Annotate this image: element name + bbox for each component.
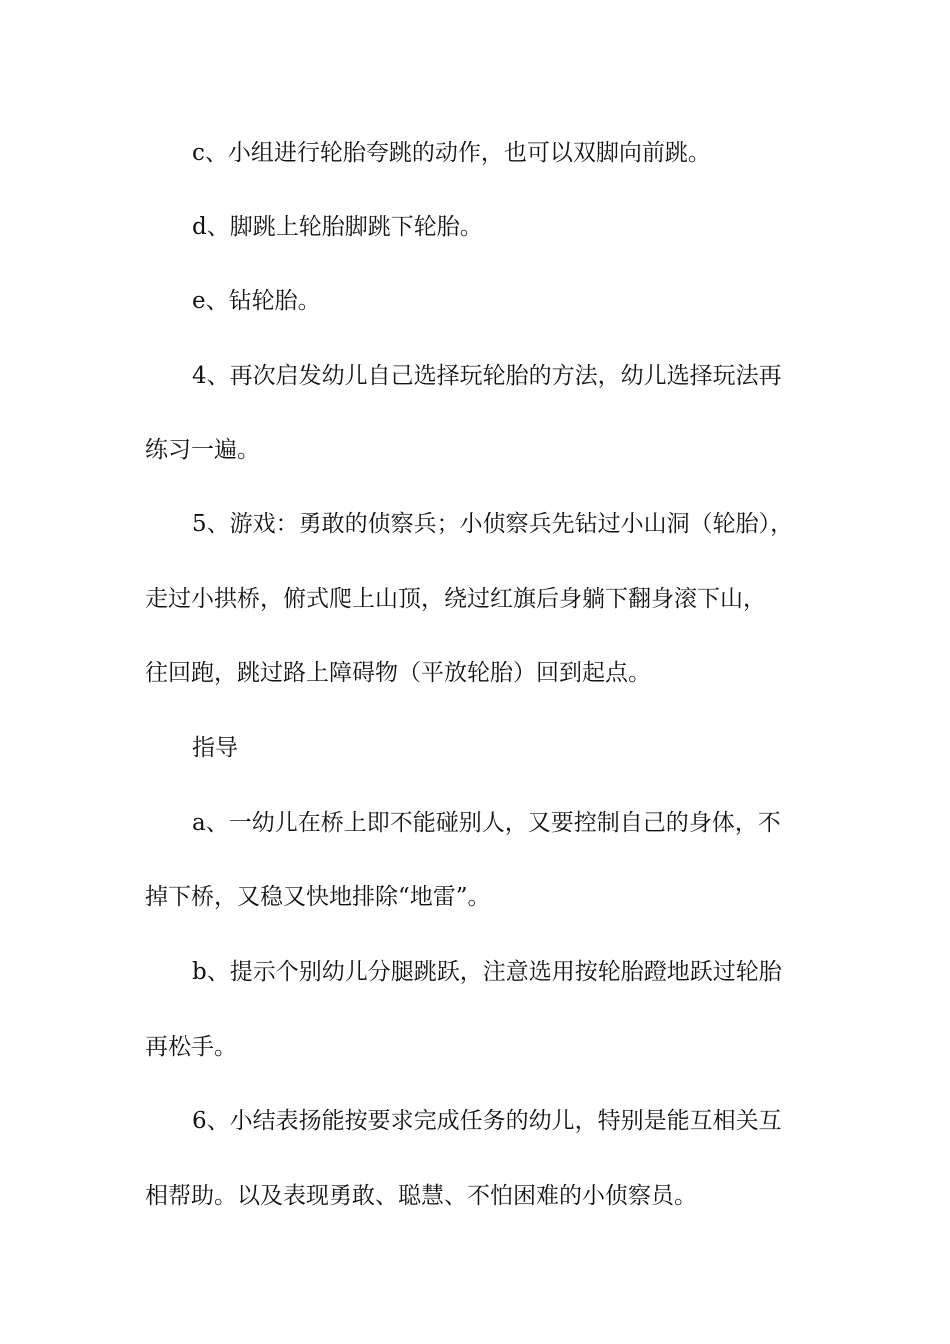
text-line-guide-b: b、提示个别幼儿分腿跳跃，注意选用按轮胎蹬地跃过轮胎	[192, 959, 782, 985]
text-line-step-5-cont-2: 往回跑，跳过路上障碍物（平放轮胎）回到起点。	[145, 660, 651, 686]
text-line-step-5: 5、游戏：勇敢的侦察兵；小侦察兵先钻过小山洞（轮胎），	[192, 511, 794, 537]
guidance-heading: 指导	[192, 735, 238, 761]
text-line-step-d: d、脚跳上轮胎脚跳下轮胎。	[192, 214, 483, 240]
text-line-guide-a-cont: 掉下桥，又稳又快地排除“地雷”。	[145, 884, 491, 910]
text-line-step-c: c、小组进行轮胎夸跳的动作，也可以双脚向前跳。	[192, 140, 711, 166]
text-line-guide-b-cont: 再松手。	[145, 1034, 237, 1060]
text-line-step-5-cont-1: 走过小拱桥，俯式爬上山顶，绕过红旗后身躺下翻身滚下山，	[145, 586, 766, 612]
text-line-step-4: 4、再次启发幼儿自己选择玩轮胎的方法，幼儿选择玩法再	[192, 363, 782, 389]
text-line-step-6: 6、小结表扬能按要求完成任务的幼儿，特别是能互相关互	[192, 1108, 782, 1134]
text-line-step-6-cont: 相帮助。以及表现勇敢、聪慧、不怕困难的小侦察员。	[145, 1183, 697, 1209]
text-line-guide-a: a、一幼儿在桥上即不能碰别人，又要控制自己的身体，不	[192, 810, 781, 836]
text-line-step-4-cont: 练习一遍。	[145, 437, 260, 463]
text-line-step-e: e、钻轮胎。	[192, 288, 321, 314]
